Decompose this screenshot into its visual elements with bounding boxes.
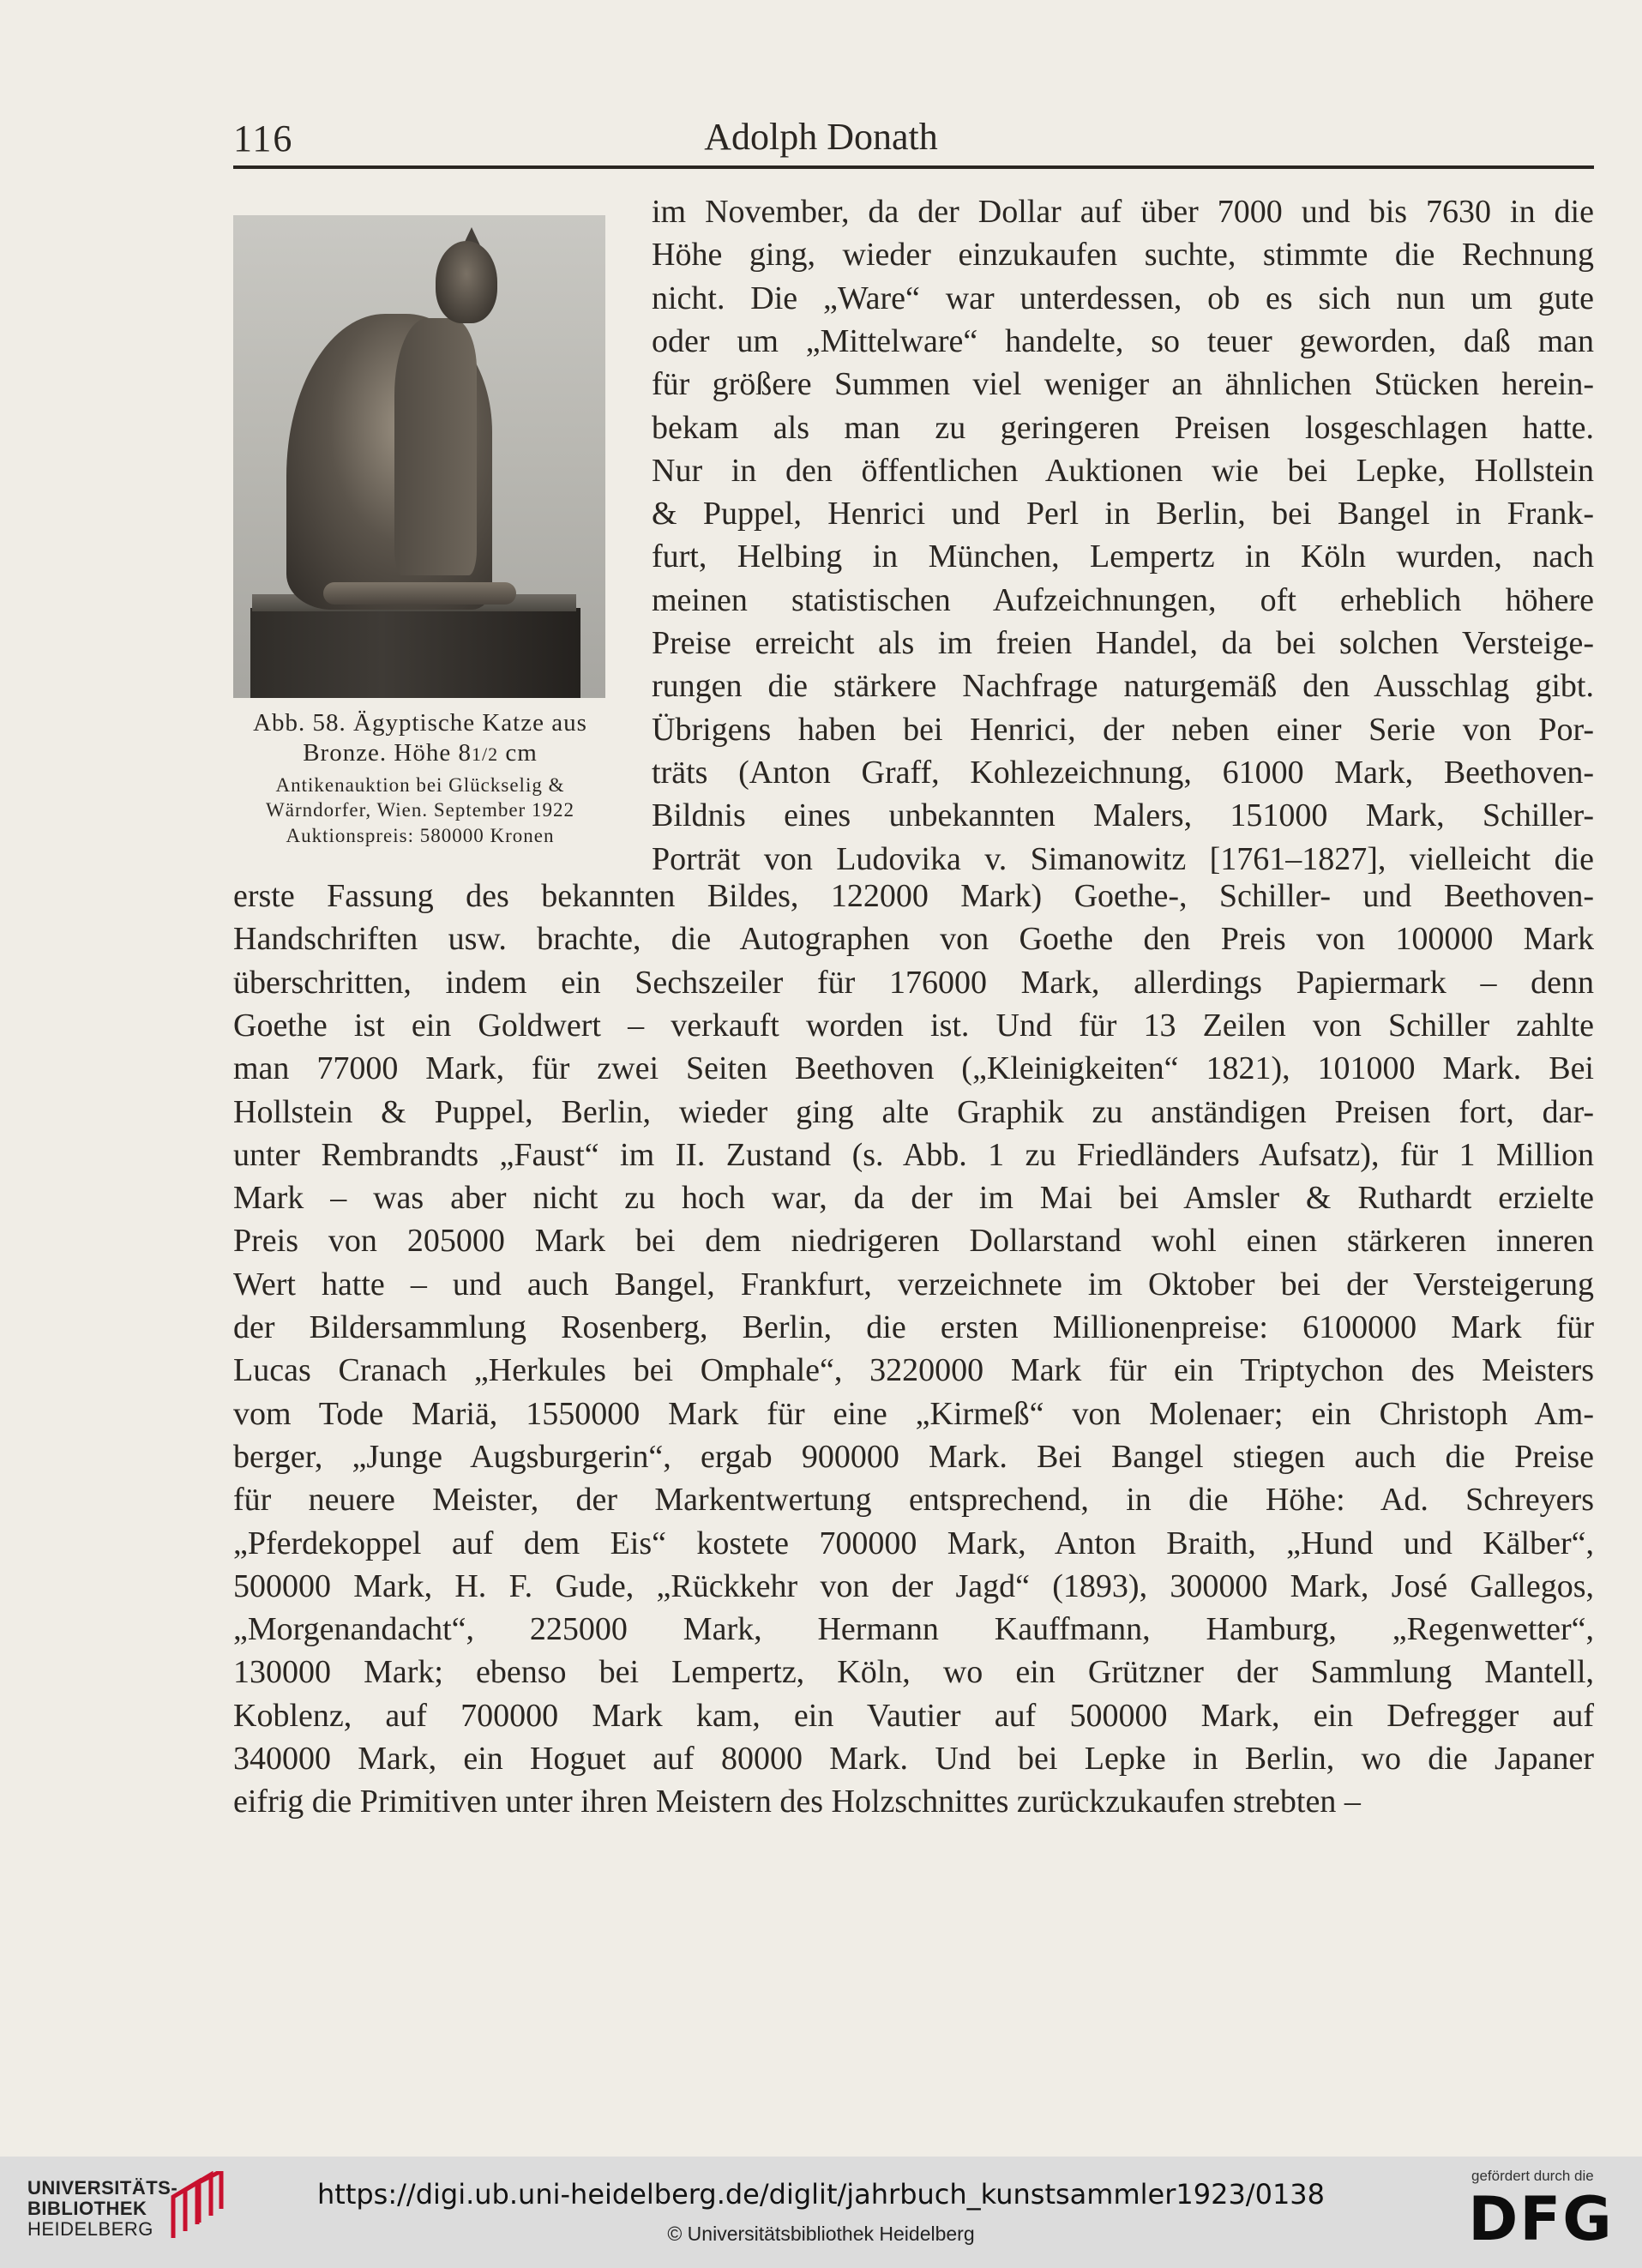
caption-height-prefix: Bronze. Höhe 8 <box>303 738 472 767</box>
body-line: rungen die stärkere Nachfrage naturgemäß den Ausschlag gibt. <box>652 668 1594 705</box>
caption-line: Antikenauktion bei Glückselig & <box>275 773 565 796</box>
body-line: meinen statistischen Aufzeichnungen, oft erheblich höhere <box>652 581 1594 618</box>
caption-height-fraction: 1/2 <box>472 743 499 765</box>
caption-height-unit: cm <box>498 738 538 767</box>
body-line: & Puppel, Henrici und Perl in Berlin, bei Bangel in Frank- <box>652 496 1594 532</box>
cat-head <box>436 241 497 323</box>
body-line: bekam als man zu geringeren Preisen losgeschlagen hatte. <box>652 409 1594 446</box>
body-line: berger, „Junge Augsburgerin“, ergab 900000 Mark. Bei Bangel stiegen auch die Preise <box>233 1438 1594 1475</box>
body-line: furt, Helbing in München, Lempertz in Köln wurden, nach <box>652 538 1594 575</box>
library-name-line: BIBLIOTHEK <box>27 2198 147 2219</box>
body-line: Mark – was aber nicht zu hoch war, da der im Mai bei Amsler & Ruthardt erzielte <box>233 1180 1594 1217</box>
body-line: Koblenz, auf 700000 Mark kam, ein Vautier auf 500000 Mark, ein Defregger auf <box>233 1697 1594 1734</box>
sponsor-label: gefördert durch die <box>1471 2168 1594 2184</box>
body-line: Wert hatte – und auch Bangel, Frankfurt, verzeichnete im Oktober bei der Versteigerung <box>233 1266 1594 1302</box>
statue-plinth <box>250 608 580 698</box>
body-line: Hollstein & Puppel, Berlin, wieder ging alte Graphik zu anständigen Preisen fort, dar- <box>233 1093 1594 1130</box>
footer-url-link[interactable]: https://digi.ub.uni-heidelberg.de/diglit/jahrbuch_kunstsammler1923/0138 <box>316 2178 1326 2211</box>
body-line: nicht. Die „Ware“ war unterdessen, ob es sich nun um gute <box>652 280 1594 316</box>
library-name-line: HEIDELBERG <box>27 2218 153 2240</box>
cat-statue-photo <box>233 215 605 698</box>
body-line: Preis von 205000 Mark bei dem niedrigeren Dollarstand wohl einen stärkeren inneren <box>233 1223 1594 1260</box>
body-line: Lucas Cranach „Herkules bei Omphale“, 3220000 Mark für ein Triptychon des Meisters <box>233 1352 1594 1389</box>
body-line: Bildnis eines unbekannten Malers, 151000 Mark, Schiller- <box>652 797 1594 834</box>
body-line: überschritten, indem ein Sechszeiler für 176000 Mark, allerdings Papiermark – denn <box>233 964 1594 1001</box>
body-line: 500000 Mark, H. F. Gude, „Rückkehr von der Jagd“ (1893), 300000 Mark, José Gallegos, <box>233 1567 1594 1604</box>
body-line: im November, da der Dollar auf über 7000 und bis 7630 in die <box>652 194 1594 230</box>
body-line: „Pferdekoppel auf dem Eis“ kostete 700000 Mark, Anton Braith, „Hund und Kälber“, <box>233 1525 1594 1561</box>
dfg-logo: DFG <box>1468 2184 1614 2254</box>
body-line: Preise erreicht als im freien Handel, da bei solchen Versteige- <box>652 625 1594 661</box>
body-line: oder um „Mittelware“ handelte, so teuer geworden, daß man <box>652 322 1594 359</box>
caption-line: Auktionspreis: 580000 Kronen <box>286 824 555 846</box>
body-line: Höhe ging, wieder einzukaufen suchte, stimmte die Rechnung <box>652 237 1594 274</box>
body-line: Porträt von Ludovika v. Simanowitz [1761–1827], vielleicht die <box>652 840 1594 877</box>
body-line: für größere Summen viel weniger an ähnlichen Stücken herein- <box>652 366 1594 403</box>
body-line: der Bildersammlung Rosenberg, Berlin, die ersten Millionenpreise: 6100000 Mark für <box>233 1309 1594 1345</box>
page-number: 116 <box>233 117 294 159</box>
body-line: Handschriften usw. brachte, die Autographen von Goethe den Preis von 100000 Mark <box>233 921 1594 958</box>
body-line: für neuere Meister, der Markentwertung entsprechend, in die Höhe: Ad. Schreyers <box>233 1482 1594 1519</box>
body-line: vom Tode Mariä, 1550000 Mark für eine „Kirmeß“ von Molenaer; ein Christoph Am- <box>233 1395 1594 1432</box>
cat-chest <box>394 318 477 575</box>
figure-caption <box>230 708 610 847</box>
body-line: man 77000 Mark, für zwei Seiten Beethoven („Kleinigkeiten“ 1821), 101000 Mark. Bei <box>233 1050 1594 1087</box>
body-line: 340000 Mark, ein Hoguet auf 80000 Mark. Und bei Lepke in Berlin, wo die Japaner <box>233 1741 1594 1777</box>
body-line: Goethe ist ein Goldwert – verkauft worden ist. Und für 13 Zeilen von Schiller zahlte <box>233 1007 1594 1044</box>
body-line: 130000 Mark; ebenso bei Lempertz, Köln, wo ein Grützner der Sammlung Mantell, <box>233 1654 1594 1691</box>
body-line: erste Fassung des bekannten Bildes, 122000 Mark) Goethe-, Schiller- und Beethoven- <box>233 878 1594 914</box>
body-line: „Morgenandacht“, 225000 Mark, Hermann Kauffmann, Hamburg, „Regenwetter“, <box>233 1611 1594 1648</box>
body-line: Nur in den öffentlichen Auktionen wie bei Lepke, Hollstein <box>652 452 1594 489</box>
library-name-line: UNIVERSITÄTS- <box>27 2177 178 2199</box>
footer-band <box>0 2157 1642 2268</box>
running-title: Adolph Donath <box>704 116 938 158</box>
body-line: Übrigens haben bei Henrici, der neben einer Serie von Por- <box>652 711 1594 748</box>
cat-paws <box>323 582 516 605</box>
body-line: träts (Anton Graff, Kohlezeichnung, 61000 Mark, Beethoven- <box>652 754 1594 791</box>
header-rule <box>233 165 1594 169</box>
caption-title: Abb. 58. Ägyptische Katze aus <box>253 709 587 737</box>
caption-height <box>230 738 610 768</box>
footer-copyright: © Universitätsbibliothek Heidelberg <box>667 2223 975 2245</box>
body-line: eifrig die Primitiven unter ihren Meistern des Holzschnittes zurückzukaufen strebten – <box>233 1784 1361 1820</box>
body-line: unter Rembrandts „Faust“ im II. Zustand (s. Abb. 1 zu Friedländers Aufsatz), für 1 Million <box>233 1136 1594 1173</box>
caption-line: Wärndorfer, Wien. September 1922 <box>266 799 574 821</box>
